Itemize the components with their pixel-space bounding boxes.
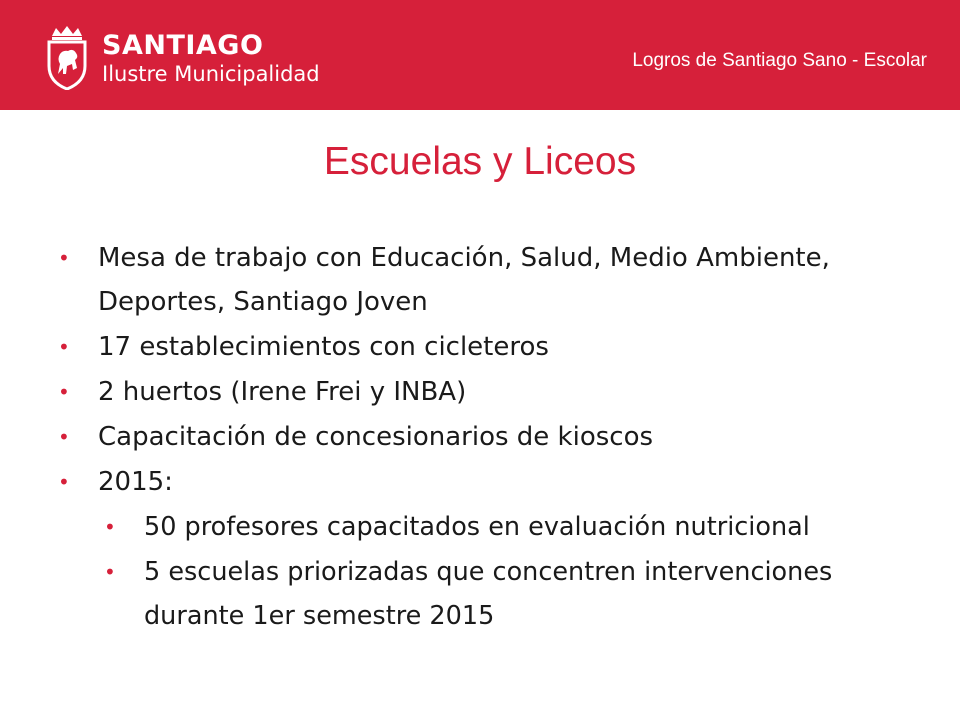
list-item bbox=[58, 415, 918, 459]
bullet-dot-icon: • bbox=[58, 380, 70, 404]
bullet-text: 2015: bbox=[98, 467, 173, 497]
bullet-dot-icon: • bbox=[58, 246, 70, 270]
santiago-lion-crest-icon bbox=[46, 26, 88, 90]
bullet-text: 17 establecimientos con cicleteros bbox=[98, 332, 549, 362]
brand-name: SANTIAGO bbox=[102, 29, 264, 61]
header-bar bbox=[0, 0, 960, 110]
list-item bbox=[58, 370, 918, 414]
municipality-logo bbox=[46, 26, 320, 90]
list-item bbox=[58, 236, 918, 324]
bullet-text: 50 profesores capacitados en evaluación nutricional bbox=[144, 512, 810, 542]
bullet-text: 2 huertos (Irene Frei y INBA) bbox=[98, 377, 467, 407]
bullet-list bbox=[58, 236, 918, 639]
bullet-text: Capacitación de concesionarios de kioscos bbox=[98, 422, 654, 452]
sub-list-item bbox=[58, 550, 918, 638]
bullet-text: 5 escuelas priorizadas que concentren intervenciones durante 1er semestre 2015 bbox=[144, 557, 833, 631]
brand-subtitle: Ilustre Municipalidad bbox=[102, 61, 320, 86]
bullet-dot-icon: • bbox=[58, 425, 70, 449]
list-item bbox=[58, 325, 918, 369]
sub-list-item bbox=[58, 505, 918, 549]
slide-title: Escuelas y Liceos bbox=[323, 140, 637, 183]
list-item bbox=[58, 460, 918, 504]
bullet-dot-icon: • bbox=[58, 470, 70, 494]
bullet-dot-icon: • bbox=[104, 515, 116, 539]
bullet-dot-icon: • bbox=[58, 335, 70, 359]
presentation-title: Logros de Santiago Sano - Escolar bbox=[632, 50, 927, 71]
bullet-dot-icon: • bbox=[104, 560, 116, 584]
bullet-text: Mesa de trabajo con Educación, Salud, Medio Ambiente, Deportes, Santiago Joven bbox=[98, 243, 830, 317]
